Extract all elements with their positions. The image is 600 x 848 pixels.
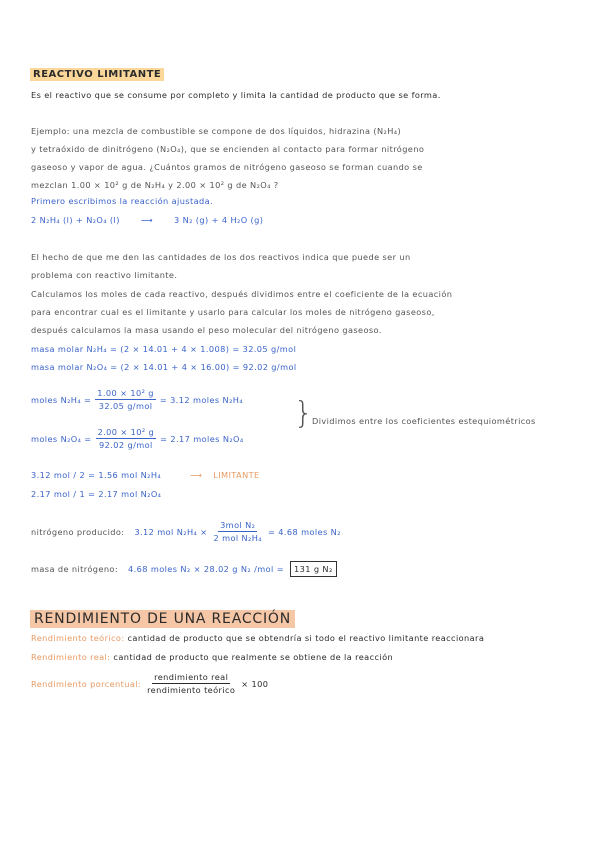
arrow-right-icon: ⟶: [190, 470, 203, 480]
rendimiento-porcentual-label: Rendimiento porcentual:: [31, 678, 142, 689]
fraction-denominator: 2 mol N₂H₄: [213, 533, 262, 543]
section-title-rendimiento: RENDIMIENTO DE UNA REACCIÓN: [30, 610, 295, 628]
moles-n2h4-fraction: [95, 388, 156, 411]
moles-n2o4-calc: [31, 427, 244, 450]
fraction-denominator: 92.02 g/mol: [99, 440, 153, 450]
brace-note: Dividimos entre los coeficientes estequiométricos: [312, 416, 536, 426]
explanation-line: Calculamos los moles de cada reactivo, después dividimos entre el coeficiente de la ecuación: [31, 289, 453, 299]
nitrogen-produced-label: nitrógeno producido:: [31, 526, 125, 537]
explanation-line: después calculamos la masa usando el peso molecular del nitrógeno gaseoso.: [31, 325, 382, 335]
reaction-arrow-icon: ⟶: [140, 215, 153, 225]
nitrogen-mass-result: 131 g N₂: [290, 561, 337, 577]
reaction-products: 3 N₂ (g) + 4 H₂O (g): [173, 215, 264, 225]
fraction-denominator: rendimiento teórico: [147, 685, 236, 695]
rendimiento-factor: × 100: [241, 678, 269, 689]
fraction-numerator: 3mol N₂: [220, 520, 256, 530]
example-line: gaseoso y vapor de agua. ¿Cuántos gramos de nitrógeno gaseoso se forman cuando se: [31, 162, 423, 172]
nitrogen-produced-expr: 3.12 mol N₂H₄ ×: [134, 526, 208, 537]
division-n2o4: 2.17 mol / 1 = 2.17 mol N₂O₄: [31, 489, 162, 499]
moles-n2h4-result: = 3.12 moles N₂H₄: [159, 394, 243, 405]
moles-n2o4-result: = 2.17 moles N₂O₄: [160, 433, 244, 444]
reaction-reactants: 2 N₂H₄ (l) + N₂O₄ (l): [31, 215, 120, 225]
primero-line: Primero escribimos la reacción ajustada.: [31, 196, 214, 206]
moles-n2o4-label: moles N₂O₄ =: [31, 433, 92, 444]
rendimiento-fraction: [145, 672, 237, 695]
rendimiento-teorico-label: Rendimiento teórico:: [31, 633, 125, 643]
explanation-line: El hecho de que me den las cantidades de los dos reactivos indica que puede ser un: [31, 252, 411, 262]
example-line: Ejemplo: una mezcla de combustible se compone de dos líquidos, hidrazina (N₂H₄): [31, 126, 402, 136]
division-n2h4-text: 3.12 mol / 2 = 1.56 mol N₂H₄: [31, 470, 162, 480]
fraction-denominator: 32.05 g/mol: [98, 401, 153, 411]
molar-mass-n2h4: masa molar N₂H₄ = (2 × 14.01 + 4 × 1.008) = 32.05 g/mol: [31, 344, 297, 354]
nitrogen-mass-label: masa de nitrógeno:: [31, 564, 118, 574]
nitrogen-mass-expr: 4.68 moles N₂ × 28.02 g N₂ /mol =: [127, 564, 284, 574]
explanation-line: problema con reactivo limitante.: [31, 270, 178, 280]
division-n2h4: [31, 470, 260, 480]
rendimiento-real-label: Rendimiento real:: [31, 652, 111, 662]
nitrogen-fraction: [211, 520, 264, 543]
fraction-numerator: 1.00 × 10² g: [97, 388, 154, 398]
rendimiento-porcentual: [31, 672, 268, 695]
rendimiento-real-text: cantidad de producto que realmente se obtiene de la reacción: [113, 652, 394, 662]
definition-text: Es el reactivo que se consume por completo y limita la cantidad de producto que se forma.: [31, 90, 441, 100]
brace-icon: }: [294, 396, 314, 431]
example-line: y tetraóxido de dinitrógeno (N₂O₄), que se encienden al contacto para formar nitrógeno: [31, 144, 425, 154]
limitante-label: LIMITANTE: [213, 470, 260, 480]
explanation-line: para encontrar cual es el limitante y usarlo para calcular los moles de nitrógeno gaseoso,: [31, 307, 435, 317]
rendimiento-teorico-text: cantidad de producto que se obtendría si todo el reactivo limitante reaccionara: [127, 633, 485, 643]
section-title-reactivo-limitante: REACTIVO LIMITANTE: [30, 68, 164, 81]
nitrogen-produced-calc: [31, 520, 341, 543]
rendimiento-real: [31, 652, 393, 662]
rendimiento-teorico: [31, 633, 484, 643]
nitrogen-mass-calc: [31, 561, 337, 577]
reaction-equation: [31, 215, 263, 225]
fraction-numerator: rendimiento real: [154, 672, 229, 682]
nitrogen-produced-result: = 4.68 moles N₂: [267, 526, 341, 537]
molar-mass-n2o4: masa molar N₂O₄ = (2 × 14.01 + 4 × 16.00) = 92.02 g/mol: [31, 362, 297, 372]
moles-n2h4-calc: [31, 388, 243, 411]
example-line: mezclan 1.00 × 10² g de N₂H₄ y 2.00 × 10² g de N₂O₄ ?: [31, 180, 279, 190]
fraction-numerator: 2.00 × 10² g: [97, 427, 155, 437]
moles-n2h4-label: moles N₂H₄ =: [31, 394, 92, 405]
moles-n2o4-fraction: [96, 427, 157, 450]
